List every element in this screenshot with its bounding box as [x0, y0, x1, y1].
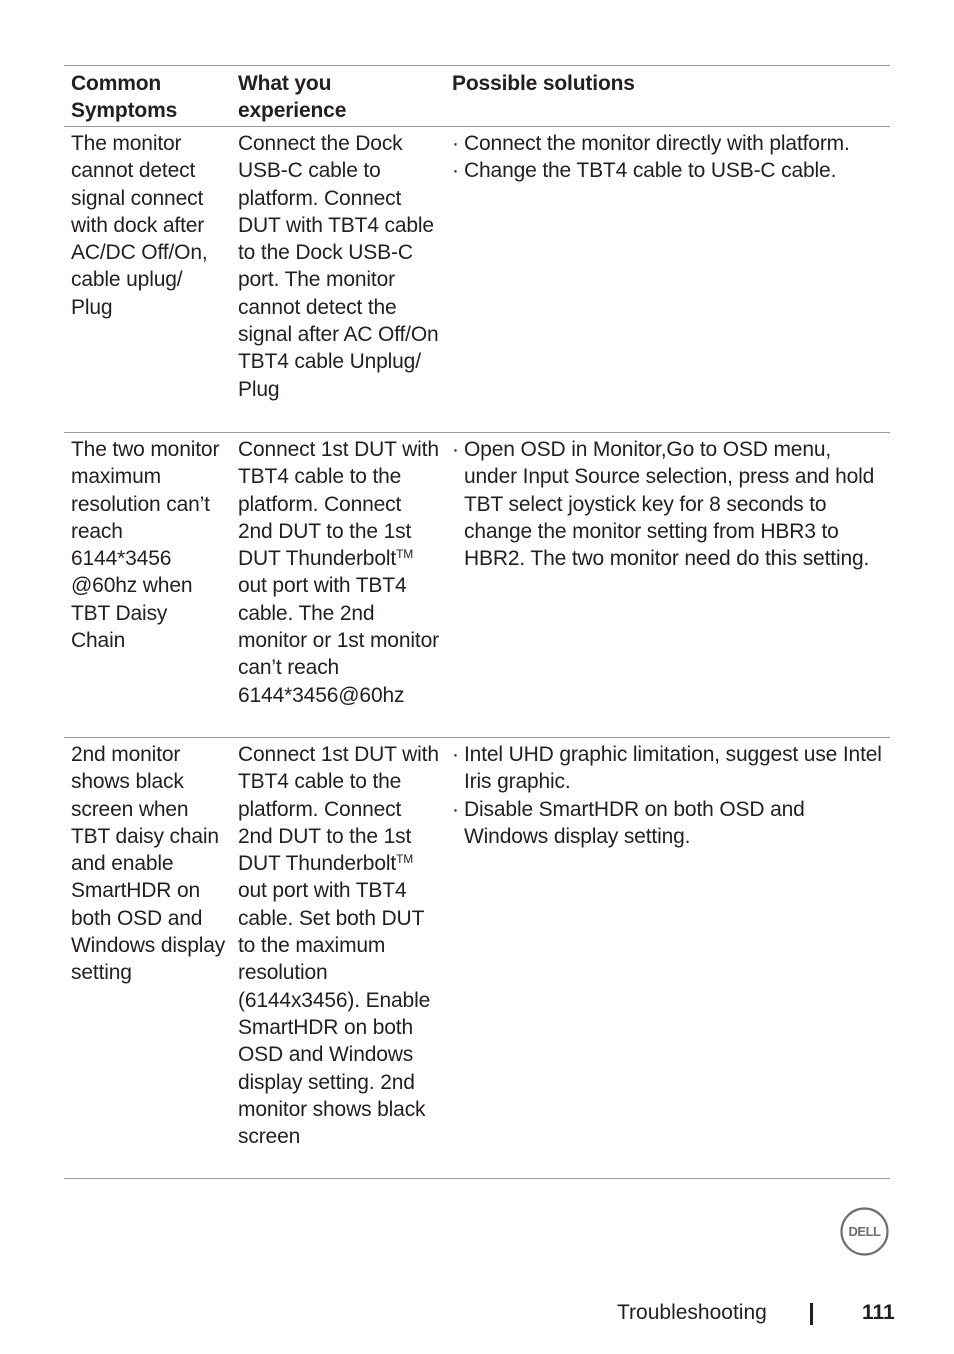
symptom-cell: The two monitor maximum resolution can’t reach 6144*3456 @60hz when TBT Daisy Chain — [71, 438, 220, 653]
solution-item: · Disable SmartHDR on both OSD and Windows display setting. — [452, 796, 886, 851]
experience-cell — [231, 436, 444, 737]
solutions-cell — [444, 741, 890, 1178]
footer-section-title: Troubleshooting — [617, 1301, 767, 1324]
dell-logo-icon — [840, 1207, 889, 1256]
solutions-list — [452, 436, 886, 572]
symptom-cell: The monitor cannot detect signal connect with dock after AC/DC Off/On, cable uplug/ Plug — [71, 132, 208, 319]
header-possible-solutions: Possible solutions — [452, 72, 635, 95]
solutions-cell — [444, 130, 890, 432]
page-number: 111 — [862, 1301, 895, 1324]
solution-item: · Connect the monitor directly with platform. — [452, 130, 886, 157]
experience-text-part: out port with TBT4 cable. Set both DUT to the maximum resolution (6144x3456). Enable SmartHDR on both OSD and Windows display setting. 2nd monitor shows black screen — [238, 879, 431, 1149]
experience-cell: Connect the Dock USB-C cable to platform. Connect DUT with TBT4 cable to the Dock USB-C port. The monitor cannot detect the signal after AC Off/On TBT4 cable Unplug/ Plug — [238, 132, 439, 401]
dell-logo-text: DELL — [848, 1224, 881, 1239]
table-header-row — [64, 66, 890, 127]
experience-text-part: out port with TBT4 cable. The 2nd monitor or 1st monitor can’t reach 6144*3456@60hz — [238, 574, 439, 707]
experience-text-part: Connect 1st DUT with TBT4 cable to the platform. Connect 2nd DUT to the 1st DUT Thunderbolt — [238, 438, 439, 571]
solution-item: · Open OSD in Monitor,Go to OSD menu, under Input Source selection, press and hold TBT select joystick key for 8 seconds to change the monitor setting from HBR3 to HBR2. The two monitor need do this setting. — [452, 436, 886, 572]
header-common-symptoms: Common Symptoms — [71, 72, 178, 123]
trademark-mark: TM — [396, 547, 414, 562]
symptom-cell: 2nd monitor shows black screen when TBT daisy chain and enable SmartHDR on both OSD and Windows display setting — [71, 743, 226, 985]
solutions-cell — [444, 436, 890, 737]
experience-cell — [231, 741, 444, 1178]
table-row — [64, 433, 890, 738]
footer-separator — [810, 1303, 813, 1325]
troubleshooting-table — [64, 65, 890, 1179]
table-row — [64, 127, 890, 433]
table-row — [64, 738, 890, 1179]
solutions-list — [452, 741, 886, 850]
solutions-list — [452, 130, 886, 185]
solution-item: · Intel UHD graphic limitation, suggest use Intel Iris graphic. — [452, 741, 886, 796]
header-what-you-experience: What you experience — [238, 72, 347, 123]
experience-text-part: Connect 1st DUT with TBT4 cable to the platform. Connect 2nd DUT to the 1st DUT Thunderbolt — [238, 743, 439, 876]
trademark-mark: TM — [396, 852, 414, 867]
solution-item: · Change the TBT4 cable to USB-C cable. — [452, 157, 886, 184]
